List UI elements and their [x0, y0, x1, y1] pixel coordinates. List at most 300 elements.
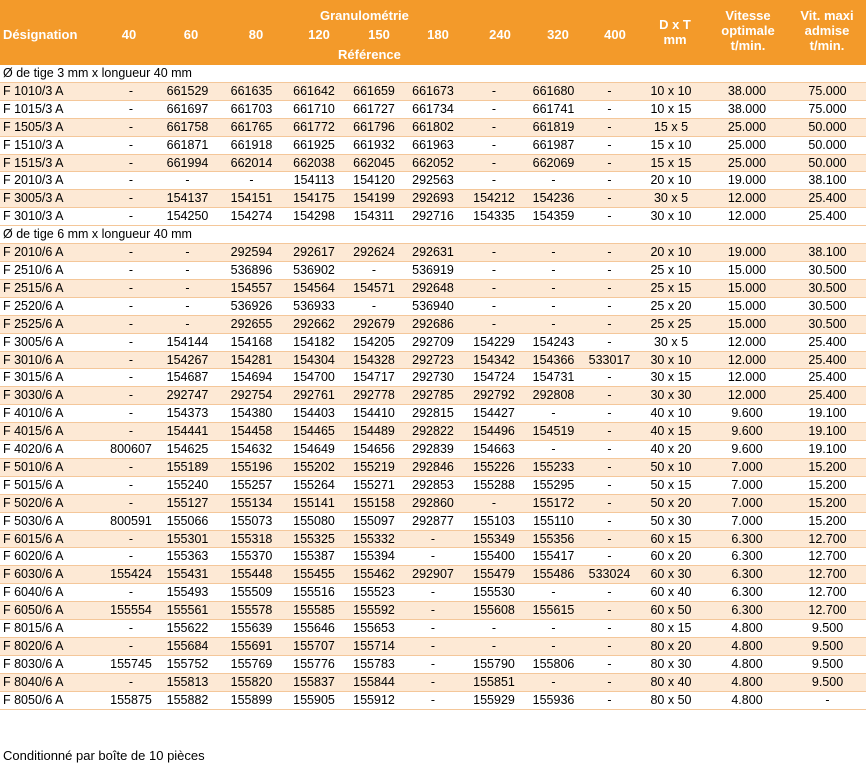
table-cell: 155332 — [345, 530, 403, 548]
designation-cell: F 2010/3 A — [0, 172, 107, 190]
table-row — [0, 154, 866, 172]
table-cell: - — [403, 602, 463, 620]
designation-cell: F 8040/6 A — [0, 673, 107, 691]
table-cell: 292709 — [403, 333, 463, 351]
table-cell: 155202 — [283, 458, 345, 476]
table-cell: 155127 — [155, 494, 220, 512]
table-cell: 292563 — [403, 172, 463, 190]
table-cell: - — [107, 494, 155, 512]
table-cell: 155561 — [155, 602, 220, 620]
table-cell: - — [155, 261, 220, 279]
table-cell: 10 x 15 — [637, 100, 705, 118]
table-cell: - — [582, 423, 637, 441]
table-cell: 25 x 20 — [637, 297, 705, 315]
table-cell: 155431 — [155, 566, 220, 584]
table-cell: 661710 — [283, 100, 345, 118]
table-cell: - — [107, 620, 155, 638]
table-cell: 661659 — [345, 82, 403, 100]
table-cell: - — [582, 655, 637, 673]
table-cell: 154519 — [525, 423, 582, 441]
table-cell: 155684 — [155, 638, 220, 656]
table-cell: 292785 — [403, 387, 463, 405]
table-cell: 154625 — [155, 441, 220, 459]
table-cell: 154564 — [283, 279, 345, 297]
table-cell: 60 x 15 — [637, 530, 705, 548]
table-cell: 155820 — [220, 673, 283, 691]
table-cell: 292662 — [283, 315, 345, 333]
table-cell: 80 x 20 — [637, 638, 705, 656]
table-cell: 25.000 — [705, 118, 789, 136]
table-cell: - — [107, 154, 155, 172]
header-dxt-line1: D x T — [659, 17, 691, 32]
table-cell: 155783 — [345, 655, 403, 673]
header-grit-40: 40 — [121, 27, 137, 42]
table-row — [0, 441, 866, 459]
table-cell: 155363 — [155, 548, 220, 566]
table-cell: 155325 — [283, 530, 345, 548]
table-cell: - — [525, 261, 582, 279]
designation-cell: F 6050/6 A — [0, 602, 107, 620]
table-cell: 155400 — [463, 548, 525, 566]
table-cell: 661642 — [283, 82, 345, 100]
table-cell: 12.700 — [789, 566, 866, 584]
table-cell: 154137 — [155, 190, 220, 208]
table-cell: 155608 — [463, 602, 525, 620]
table-cell: 6.300 — [705, 584, 789, 602]
table-cell: 30 x 15 — [637, 369, 705, 387]
table-cell: 12.000 — [705, 190, 789, 208]
designation-cell: F 6030/6 A — [0, 566, 107, 584]
table-cell: 155516 — [283, 584, 345, 602]
table-cell: 661703 — [220, 100, 283, 118]
table-cell: - — [107, 100, 155, 118]
table-cell: 4.800 — [705, 691, 789, 709]
table-cell: 292631 — [403, 244, 463, 262]
table-cell: 292686 — [403, 315, 463, 333]
table-cell: 154205 — [345, 333, 403, 351]
table-cell: - — [107, 351, 155, 369]
table-cell: - — [525, 638, 582, 656]
table-cell: 25 x 25 — [637, 315, 705, 333]
designation-cell: F 6020/6 A — [0, 548, 107, 566]
header-dxt — [650, 17, 700, 47]
table-cell: 154724 — [463, 369, 525, 387]
table-cell: 154656 — [345, 441, 403, 459]
table-cell: 30.500 — [789, 297, 866, 315]
header-vitmax-line3: t/min. — [809, 38, 845, 53]
designation-cell: F 2525/6 A — [0, 315, 107, 333]
table-cell: 154250 — [155, 208, 220, 226]
table-row — [0, 387, 866, 405]
table-cell: 20 x 10 — [637, 244, 705, 262]
table-cell: - — [155, 244, 220, 262]
table-cell: - — [525, 620, 582, 638]
table-cell: 155349 — [463, 530, 525, 548]
table-cell: 154243 — [525, 333, 582, 351]
header-vitmax — [788, 8, 866, 53]
table-cell: - — [582, 369, 637, 387]
table-cell: 50 x 30 — [637, 512, 705, 530]
table-cell: 154403 — [283, 405, 345, 423]
section-header — [0, 226, 866, 244]
table-cell: 533017 — [582, 351, 637, 369]
table-cell: 155882 — [155, 691, 220, 709]
table-cell: 536896 — [220, 261, 283, 279]
table-cell: 19.000 — [705, 244, 789, 262]
table-cell: 661994 — [155, 154, 220, 172]
table-cell: 155851 — [463, 673, 525, 691]
table-cell: - — [582, 279, 637, 297]
table-cell: 12.700 — [789, 530, 866, 548]
table-cell: 19.100 — [789, 441, 866, 459]
header-vitmax-line1: Vit. maxi — [800, 8, 854, 23]
header-grit-320: 320 — [547, 27, 569, 42]
table-row — [0, 476, 866, 494]
header-vitesse-line2: optimale — [721, 23, 775, 38]
section-title: Ø de tige 6 mm x longueur 40 mm — [0, 226, 866, 244]
table-cell: 38.000 — [705, 100, 789, 118]
table-cell: 50 x 10 — [637, 458, 705, 476]
table-cell: 661734 — [403, 100, 463, 118]
table-cell: - — [463, 620, 525, 638]
table-cell: 6.300 — [705, 602, 789, 620]
table-cell: 662038 — [283, 154, 345, 172]
table-cell: 292792 — [463, 387, 525, 405]
table-cell: 662014 — [220, 154, 283, 172]
designation-cell: F 4010/6 A — [0, 405, 107, 423]
table-cell: 292655 — [220, 315, 283, 333]
table-cell: 154373 — [155, 405, 220, 423]
table-cell: - — [582, 620, 637, 638]
table-cell: - — [582, 261, 637, 279]
header-grit-120: 120 — [308, 27, 330, 42]
table-cell: 292747 — [155, 387, 220, 405]
table-cell: 154229 — [463, 333, 525, 351]
table-cell: - — [107, 172, 155, 190]
table-row — [0, 548, 866, 566]
table-cell: 154182 — [283, 333, 345, 351]
table-cell: - — [155, 172, 220, 190]
table-cell: 15 x 5 — [637, 118, 705, 136]
table-cell: - — [403, 638, 463, 656]
table-cell: 155301 — [155, 530, 220, 548]
table-cell: 80 x 40 — [637, 673, 705, 691]
table-cell: 661758 — [155, 118, 220, 136]
designation-cell: F 8050/6 A — [0, 691, 107, 709]
table-cell: - — [107, 423, 155, 441]
table-cell: 155875 — [107, 691, 155, 709]
table-cell: 155912 — [345, 691, 403, 709]
table-cell: 60 x 30 — [637, 566, 705, 584]
table-cell: - — [463, 297, 525, 315]
table-row — [0, 458, 866, 476]
table-cell: - — [107, 190, 155, 208]
designation-cell: F 8015/6 A — [0, 620, 107, 638]
table-cell: - — [403, 530, 463, 548]
table-row — [0, 82, 866, 100]
table-cell: 155523 — [345, 584, 403, 602]
table-row — [0, 602, 866, 620]
table-cell: - — [582, 136, 637, 154]
table-cell: 155905 — [283, 691, 345, 709]
table-cell: 154441 — [155, 423, 220, 441]
table-cell: 155592 — [345, 602, 403, 620]
table-cell: 15 x 15 — [637, 154, 705, 172]
table-cell: 50.000 — [789, 154, 866, 172]
designation-cell: F 2010/6 A — [0, 244, 107, 262]
table-cell: 154717 — [345, 369, 403, 387]
table-cell: 154342 — [463, 351, 525, 369]
table-row — [0, 673, 866, 691]
designation-cell: F 1010/3 A — [0, 82, 107, 100]
table-cell: 661918 — [220, 136, 283, 154]
table-cell: 9.600 — [705, 441, 789, 459]
table-cell: 536902 — [283, 261, 345, 279]
table-cell: 155356 — [525, 530, 582, 548]
table-cell: 155141 — [283, 494, 345, 512]
table-cell: 292778 — [345, 387, 403, 405]
table-cell: 155318 — [220, 530, 283, 548]
table-cell: 292624 — [345, 244, 403, 262]
table-cell: - — [155, 315, 220, 333]
table-cell: - — [582, 387, 637, 405]
table-cell: - — [107, 458, 155, 476]
table-cell: - — [463, 315, 525, 333]
table-cell: 9.500 — [789, 620, 866, 638]
table-row — [0, 244, 866, 262]
table-row — [0, 512, 866, 530]
table-row — [0, 208, 866, 226]
table-row — [0, 297, 866, 315]
table-cell: 155714 — [345, 638, 403, 656]
table-cell: 7.000 — [705, 512, 789, 530]
packaging-note: Conditionné par boîte de 10 pièces — [3, 748, 205, 763]
table-cell: 30 x 30 — [637, 387, 705, 405]
table-cell: 25 x 15 — [637, 279, 705, 297]
table-cell: 15.200 — [789, 512, 866, 530]
designation-cell: F 5030/6 A — [0, 512, 107, 530]
table-cell: 155134 — [220, 494, 283, 512]
table-cell: - — [463, 100, 525, 118]
table-cell: 292679 — [345, 315, 403, 333]
table-cell: - — [155, 297, 220, 315]
table-cell: - — [107, 405, 155, 423]
table-cell: 155653 — [345, 620, 403, 638]
table-cell: 80 x 30 — [637, 655, 705, 673]
table-cell: - — [582, 512, 637, 530]
table-cell: - — [107, 118, 155, 136]
table-cell: 50.000 — [789, 118, 866, 136]
table-cell: 292822 — [403, 423, 463, 441]
table-cell: 25.400 — [789, 369, 866, 387]
table-cell: 292815 — [403, 405, 463, 423]
table-cell: 154458 — [220, 423, 283, 441]
table-cell: - — [582, 691, 637, 709]
table-cell: 292839 — [403, 441, 463, 459]
table-cell: 155097 — [345, 512, 403, 530]
table-cell: 154427 — [463, 405, 525, 423]
table-cell: 155776 — [283, 655, 345, 673]
table-cell: 661697 — [155, 100, 220, 118]
header-granulometrie: Granulométrie — [320, 8, 409, 23]
table-cell: 155936 — [525, 691, 582, 709]
table-cell: 154687 — [155, 369, 220, 387]
table-cell: 7.000 — [705, 476, 789, 494]
table-row — [0, 584, 866, 602]
table-row — [0, 655, 866, 673]
table-cell: 155189 — [155, 458, 220, 476]
table-cell: 154649 — [283, 441, 345, 459]
table-cell: 155073 — [220, 512, 283, 530]
table-cell: - — [582, 172, 637, 190]
table-cell: 155158 — [345, 494, 403, 512]
table-cell: 661987 — [525, 136, 582, 154]
table-cell: 292716 — [403, 208, 463, 226]
table-cell: 30 x 5 — [637, 333, 705, 351]
designation-cell: F 4015/6 A — [0, 423, 107, 441]
table-cell: - — [107, 208, 155, 226]
table-cell: 536926 — [220, 297, 283, 315]
table-cell: 536940 — [403, 297, 463, 315]
table-cell: 661963 — [403, 136, 463, 154]
table-cell: 12.000 — [705, 333, 789, 351]
header-vitesse — [708, 8, 788, 53]
table-cell: 661796 — [345, 118, 403, 136]
table-cell: 20 x 10 — [637, 172, 705, 190]
table-cell: 19.100 — [789, 405, 866, 423]
table-cell: 292693 — [403, 190, 463, 208]
table-cell: 75.000 — [789, 82, 866, 100]
table-cell: 38.100 — [789, 172, 866, 190]
table-cell: 40 x 15 — [637, 423, 705, 441]
table-cell: 661529 — [155, 82, 220, 100]
table-cell: - — [582, 638, 637, 656]
table-cell: 4.800 — [705, 638, 789, 656]
table-row — [0, 190, 866, 208]
table-cell: 661772 — [283, 118, 345, 136]
table-cell: 155530 — [463, 584, 525, 602]
header-grit-60: 60 — [183, 27, 199, 42]
table-cell: 155844 — [345, 673, 403, 691]
table-cell: 12.700 — [789, 584, 866, 602]
table-cell: 661680 — [525, 82, 582, 100]
table-cell: 661727 — [345, 100, 403, 118]
table-row — [0, 261, 866, 279]
table-cell: - — [525, 584, 582, 602]
table-cell: 7.000 — [705, 458, 789, 476]
table-cell: 155899 — [220, 691, 283, 709]
table-cell: 661871 — [155, 136, 220, 154]
table-cell: - — [403, 691, 463, 709]
table-row — [0, 351, 866, 369]
table-cell: 155257 — [220, 476, 283, 494]
table-cell: 154366 — [525, 351, 582, 369]
table-cell: 154694 — [220, 369, 283, 387]
header-reference: Référence — [338, 47, 401, 62]
table-cell: 661932 — [345, 136, 403, 154]
table-cell: 292730 — [403, 369, 463, 387]
table-cell: 155455 — [283, 566, 345, 584]
table-cell: 30.500 — [789, 315, 866, 333]
table-row — [0, 100, 866, 118]
table-cell: 155615 — [525, 602, 582, 620]
table-cell: - — [107, 369, 155, 387]
designation-cell: F 1515/3 A — [0, 154, 107, 172]
table-cell: 154380 — [220, 405, 283, 423]
section-header — [0, 65, 866, 82]
table-cell: - — [107, 548, 155, 566]
table-cell: 155790 — [463, 655, 525, 673]
table-cell: - — [403, 548, 463, 566]
designation-cell: F 1015/3 A — [0, 100, 107, 118]
table-row — [0, 405, 866, 423]
table-cell: - — [582, 584, 637, 602]
table-cell: 15.000 — [705, 261, 789, 279]
table-row — [0, 279, 866, 297]
table-cell: 50 x 20 — [637, 494, 705, 512]
table-cell: 155752 — [155, 655, 220, 673]
table-cell: 6.300 — [705, 566, 789, 584]
table-cell: 154113 — [283, 172, 345, 190]
table-cell: 155271 — [345, 476, 403, 494]
table-cell: 154304 — [283, 351, 345, 369]
table-cell: - — [525, 673, 582, 691]
product-table — [0, 65, 866, 710]
table-cell: 155691 — [220, 638, 283, 656]
designation-cell: F 1505/3 A — [0, 118, 107, 136]
table-row — [0, 620, 866, 638]
table-cell: 661925 — [283, 136, 345, 154]
table-cell: - — [525, 297, 582, 315]
designation-cell: F 6040/6 A — [0, 584, 107, 602]
header-vitmax-line2: admise — [804, 23, 850, 38]
table-cell: - — [107, 297, 155, 315]
table-cell: 155233 — [525, 458, 582, 476]
designation-cell: F 3005/6 A — [0, 333, 107, 351]
table-cell: 154274 — [220, 208, 283, 226]
table-cell: 533024 — [582, 566, 637, 584]
table-cell: 155578 — [220, 602, 283, 620]
table-cell: - — [525, 405, 582, 423]
table-cell: 155370 — [220, 548, 283, 566]
table-cell: 154489 — [345, 423, 403, 441]
table-cell: 40 x 10 — [637, 405, 705, 423]
table-cell: 60 x 20 — [637, 548, 705, 566]
table-cell: 292617 — [283, 244, 345, 262]
table-cell: 155417 — [525, 548, 582, 566]
section-title: Ø de tige 3 mm x longueur 40 mm — [0, 65, 866, 82]
header-grit-240: 240 — [489, 27, 511, 42]
table-cell: 155066 — [155, 512, 220, 530]
table-cell: 38.000 — [705, 82, 789, 100]
table-cell: 536933 — [283, 297, 345, 315]
table-cell: 75.000 — [789, 100, 866, 118]
table-cell: 154281 — [220, 351, 283, 369]
table-cell: 80 x 50 — [637, 691, 705, 709]
table-cell: - — [582, 118, 637, 136]
table-cell: 292723 — [403, 351, 463, 369]
table-cell: - — [345, 261, 403, 279]
table-cell: 292761 — [283, 387, 345, 405]
table-cell: 154144 — [155, 333, 220, 351]
designation-cell: F 5010/6 A — [0, 458, 107, 476]
table-cell: - — [582, 244, 637, 262]
table-cell: 15.000 — [705, 297, 789, 315]
table-cell: 155837 — [283, 673, 345, 691]
table-cell: - — [789, 691, 866, 709]
table-cell: 154632 — [220, 441, 283, 459]
designation-cell: F 2515/6 A — [0, 279, 107, 297]
